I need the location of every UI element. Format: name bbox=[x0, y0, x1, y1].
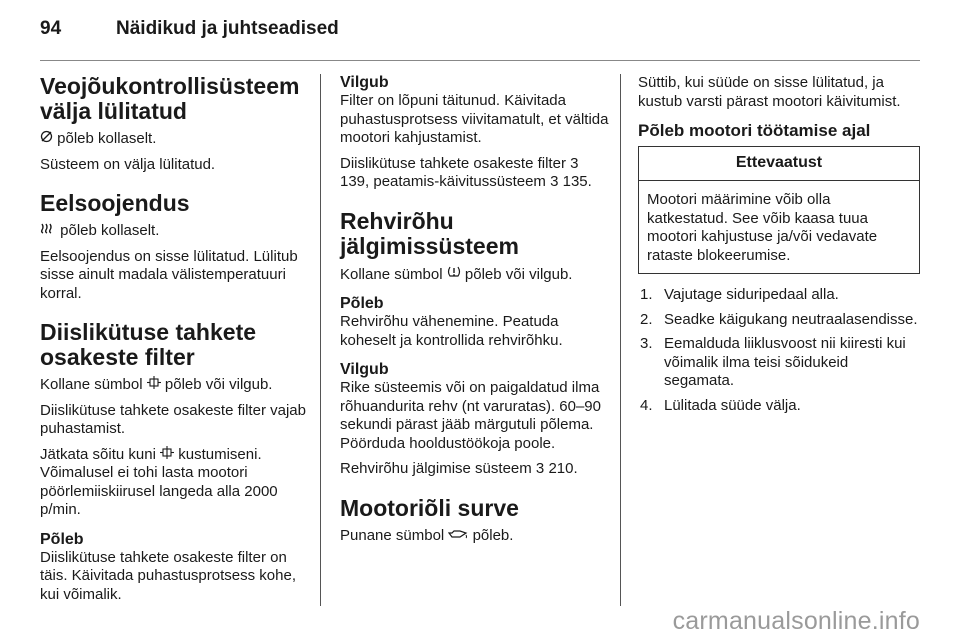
glow-plug-icon bbox=[40, 222, 56, 237]
section-title: Eelsoojendus bbox=[40, 190, 190, 216]
paragraph: Süsteem on välja lülitatud. bbox=[40, 155, 216, 173]
paragraph: põleb kollaselt. bbox=[40, 130, 308, 149]
page-ref-arrow-icon: 3 bbox=[570, 154, 579, 172]
paragraph: Kollane sümbol põleb või vilgub. bbox=[40, 376, 273, 393]
page-number: 94 bbox=[40, 18, 62, 39]
paragraph: põleb kollaselt. bbox=[40, 222, 308, 241]
list-item: 4. Lülitada süüde välja. bbox=[640, 396, 801, 414]
paragraph: Rehvirõhu jälgimise süsteem 3 210. bbox=[340, 460, 578, 477]
subheading: Põleb mootori töötamise ajal bbox=[638, 121, 871, 140]
column-divider bbox=[620, 74, 621, 606]
section-title: Diislikütuse tahkete osakeste filter bbox=[40, 319, 257, 370]
subheading: Vilgub bbox=[340, 361, 389, 378]
section-title: Mootoriõli surve bbox=[340, 494, 519, 521]
list-item: 3. Eemalduda liiklusvoost nii kiiresti kui võimalik ilma teisi sõidukeid segamata. bbox=[640, 335, 906, 389]
chapter-title: Näidikud ja juhtseadised bbox=[116, 18, 339, 39]
paragraph: Süttib, kui süüde on sisse lülitatud, ja kustub varsti pärast mootori käivitumist. bbox=[638, 74, 901, 110]
paragraph: Kollane sümbol põleb või vilgub. bbox=[340, 265, 573, 283]
subheading: Põleb bbox=[340, 295, 384, 312]
paragraph: Jätkata sõitu kuni kustumiseni. Võimalusel ei tohi lasta mootori pöörlemiiskiirusel langeda alla 2000 p/min. bbox=[40, 445, 278, 518]
steps-list bbox=[638, 286, 920, 415]
list-item: 1. Vajutage siduripedaal alla. bbox=[640, 286, 839, 303]
paragraph: Diislikütuse tahkete osakeste filter on täis. Käivitada puhastusprotsess kohe, kui võimalik. bbox=[40, 548, 296, 603]
particulate-filter-icon bbox=[147, 376, 161, 391]
section-title: Veojõukontrollisüsteem välja lülitatud bbox=[40, 73, 300, 124]
tire-pressure-icon bbox=[447, 265, 461, 281]
paragraph: Diislikütuse tahkete osakeste filter 3 139, peatamis-käivitussüsteem 3 135. bbox=[340, 154, 592, 190]
subheading: Vilgub bbox=[340, 74, 389, 91]
page-ref-arrow-icon: 3 bbox=[550, 173, 559, 190]
subheading: Põleb bbox=[40, 530, 84, 548]
column-2 bbox=[340, 74, 610, 552]
paragraph: Punane sümbol põleb. bbox=[340, 526, 514, 544]
page-header bbox=[40, 18, 920, 48]
warning-text: Mootori määrimine võib olla katkestatud. See võib kaasa tuua mootori kahjustuse ja/või vedavate rataste blokeerumise. bbox=[647, 191, 878, 264]
paragraph: Diislikütuse tahkete osakeste filter vajab puhastamist. bbox=[40, 401, 306, 437]
warning-box bbox=[638, 146, 920, 274]
particulate-filter-icon bbox=[160, 446, 174, 461]
list-item: 2. Seadke käigukang neutraalasendisse. bbox=[640, 310, 918, 328]
header-divider bbox=[40, 60, 920, 61]
warning-title: Ettevaatust bbox=[639, 147, 919, 181]
page-ref-arrow-icon: 3 bbox=[535, 460, 545, 477]
traction-off-icon bbox=[40, 130, 53, 145]
column-divider bbox=[320, 74, 321, 606]
oil-pressure-icon bbox=[448, 529, 468, 542]
page-ref-link[interactable]: 139 bbox=[340, 173, 366, 190]
watermark: carmanualsonline.info bbox=[672, 607, 920, 635]
paragraph: Filter on lõpuni täitunud. Käivitada puhastusprotsess viivitamatult, et vältida mootori kahjustamist. bbox=[340, 92, 609, 146]
paragraph: Rike süsteemis või on paigaldatud ilma rõhuandurita rehv (nt varuratas). 60–90 sekundi pärast jääb märgutuli põlema. Pöörduda hooldustöökoja poole. bbox=[340, 379, 601, 452]
paragraph: Eelsoojendus on sisse lülitatud. Lülitub sisse ainult madala välistemperatuuri korral. bbox=[40, 247, 298, 302]
column-3 bbox=[638, 74, 920, 421]
page-ref-link[interactable]: 135 bbox=[562, 173, 588, 190]
column-1 bbox=[40, 74, 308, 611]
section-title: Rehvirõhu jälgimissüsteem bbox=[340, 207, 519, 259]
paragraph: Rehvirõhu vähenemine. Peatuda koheselt ja kontrollida rehvirõhku. bbox=[340, 313, 563, 349]
page-ref-link[interactable]: 210 bbox=[548, 460, 574, 477]
